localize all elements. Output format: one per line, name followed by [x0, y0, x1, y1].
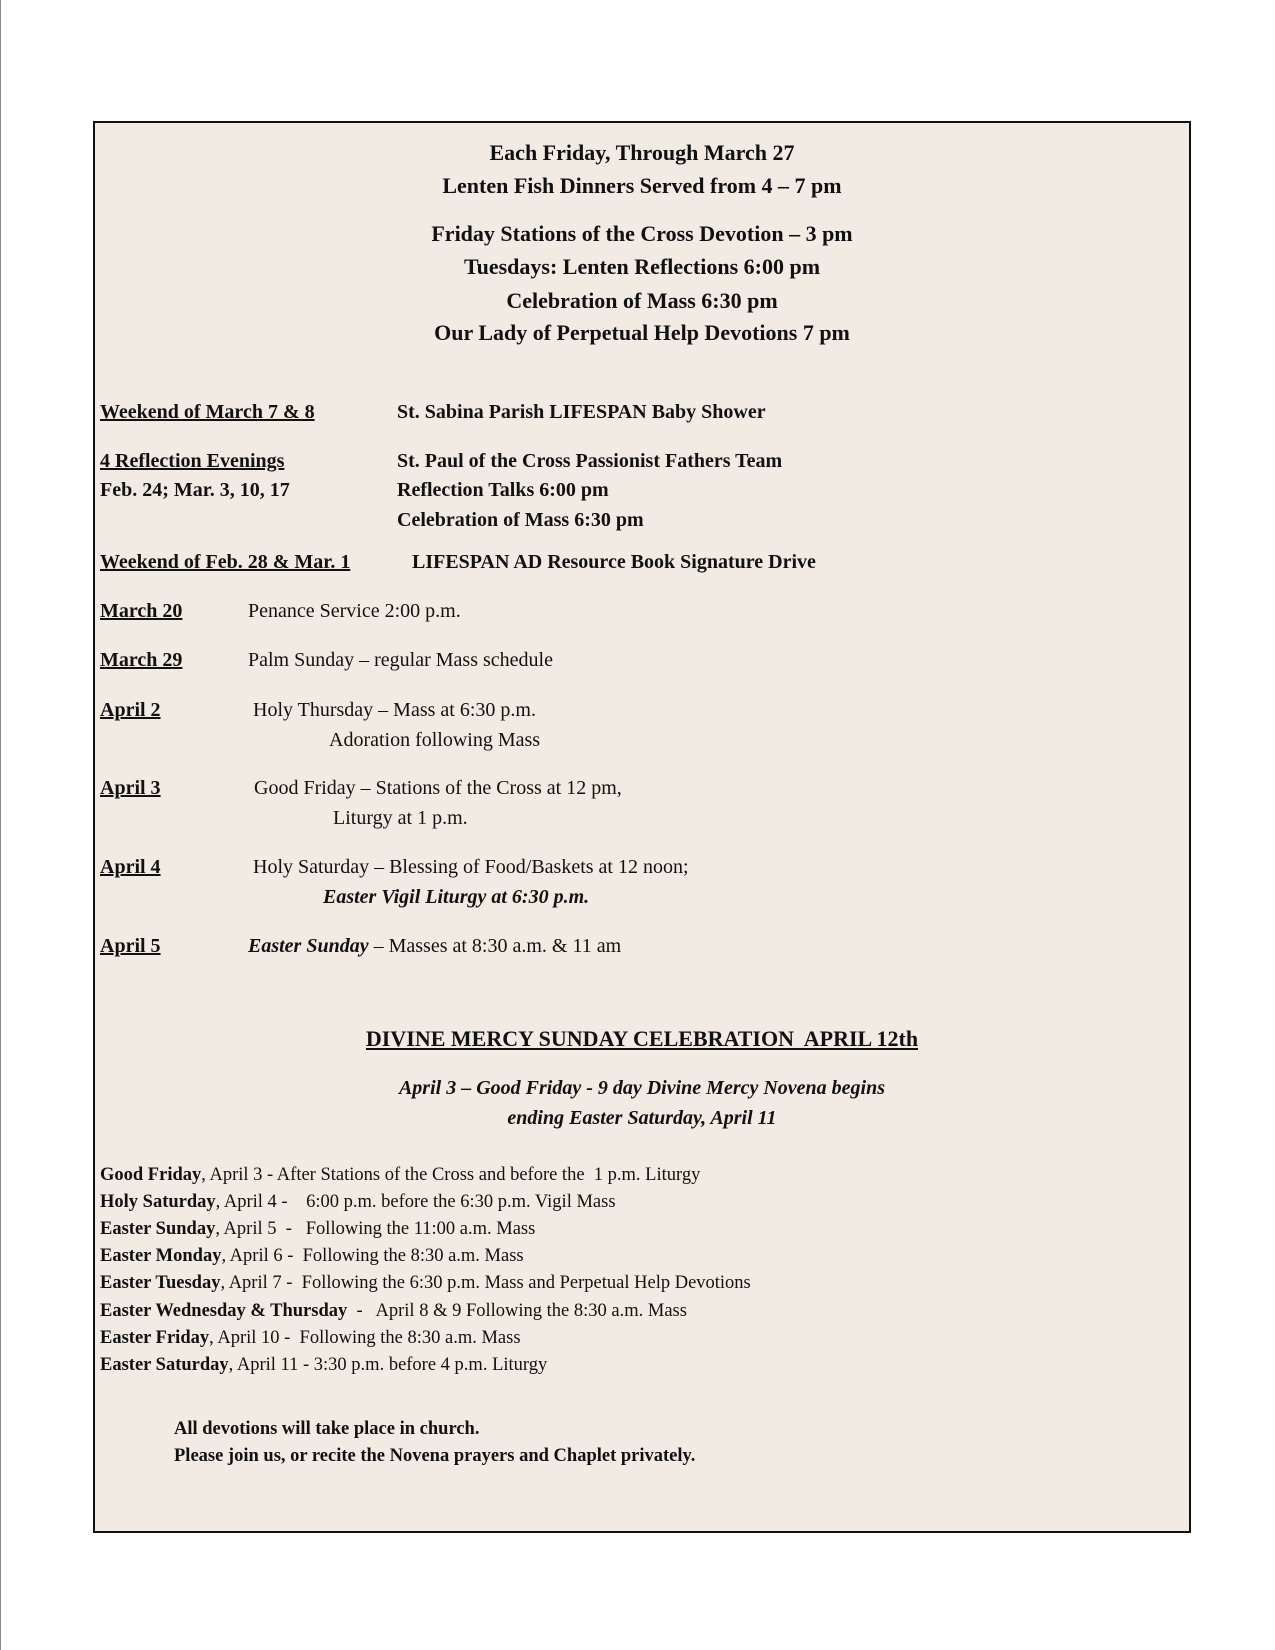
event-text: Holy Thursday – Mass at 6:30 p.m. [253, 699, 536, 721]
event-text [248, 931, 621, 961]
schedule-text: - April 8 & 9 Following the 8:30 a.m. Mass [347, 1300, 687, 1321]
event-date: Weekend of March 7 & 8 [100, 401, 315, 423]
schedule-text: , April 4 - 6:00 p.m. before the 6:30 p.m. Vigil Mass [215, 1192, 616, 1213]
event-text: Reflection Talks 6:00 pm [397, 479, 609, 501]
event-text: Holy Saturday – Blessing of Food/Baskets at 12 noon; [253, 856, 689, 878]
schedule-day: Easter Tuesday [100, 1273, 221, 1294]
event-date: April 2 [100, 699, 161, 721]
event-date: Weekend of Feb. 28 & Mar. 1 [100, 551, 351, 573]
schedule-text: , April 7 - Following the 6:30 p.m. Mass and Perpetual Help Devotions [220, 1273, 751, 1294]
schedule-day: Easter Sunday [100, 1219, 216, 1240]
event-text: Adoration following Mass [329, 729, 541, 751]
event-date: March 29 [100, 649, 183, 671]
header-line: Tuesdays: Lenten Reflections 6:00 pm [463, 254, 821, 279]
schedule-day: Holy Saturday [100, 1192, 216, 1213]
event-text: Easter Vigil Liturgy at 6:30 p.m. [323, 886, 590, 908]
schedule-day: Good Friday [100, 1165, 202, 1185]
schedule-day: Easter Friday [100, 1327, 210, 1348]
schedule-text: , April 11 - 3:30 p.m. before 4 p.m. Liturgy [228, 1354, 548, 1375]
event-text: Penance Service 2:00 p.m. [248, 600, 461, 622]
event-date: April 5 [100, 935, 161, 957]
header-line: Lenten Fish Dinners Served from 4 – 7 pm [442, 173, 842, 198]
schedule-row [100, 1241, 524, 1271]
divine-mercy-title: DIVINE MERCY SUNDAY CELEBRATION APRIL 12th [365, 1026, 919, 1051]
event-date: 4 Reflection Evenings [100, 450, 285, 472]
event-text: Celebration of Mass 6:30 pm [397, 509, 644, 531]
note: All devotions will take place in church. [174, 1419, 480, 1439]
divine-mercy-subtitle: ending Easter Saturday, April 11 [507, 1107, 777, 1129]
event-date: March 20 [100, 600, 183, 622]
schedule-row [100, 1268, 751, 1298]
schedule-row [100, 1160, 700, 1190]
event-text-rest: – Masses at 8:30 a.m. & 11 am [368, 935, 622, 957]
page-edge [0, 0, 1, 1650]
schedule-text: , April 5 - Following the 11:00 a.m. Mass [215, 1219, 536, 1240]
event-text: LIFESPAN AD Resource Book Signature Drive [412, 551, 816, 573]
schedule-day: Easter Monday [100, 1246, 222, 1267]
schedule-row [100, 1296, 687, 1326]
header-line: Friday Stations of the Cross Devotion – 3 pm [431, 221, 853, 246]
schedule-row [100, 1323, 521, 1353]
schedule-row [100, 1350, 547, 1380]
event-emphasis: Easter Sunday [248, 935, 369, 957]
schedule-day: Easter Saturday [100, 1354, 229, 1375]
event-text: St. Sabina Parish LIFESPAN Baby Shower [397, 401, 766, 423]
schedule-text: , April 10 - Following the 8:30 a.m. Mass [209, 1327, 521, 1348]
event-date: April 3 [100, 777, 161, 799]
event-text: St. Paul of the Cross Passionist Fathers Team [397, 450, 783, 472]
note: Please join us, or recite the Novena prayers and Chaplet privately. [174, 1446, 696, 1466]
schedule-text: , April 3 - After Stations of the Cross and before the 1 p.m. Liturgy [201, 1165, 701, 1185]
event-date: April 4 [100, 856, 161, 878]
schedule-day: Easter Wednesday & Thursday [100, 1300, 348, 1321]
schedule-text: , April 6 - Following the 8:30 a.m. Mass [221, 1246, 524, 1267]
event-text: Palm Sunday – regular Mass schedule [248, 649, 553, 671]
event-text: Liturgy at 1 p.m. [333, 807, 468, 829]
schedule-row [100, 1214, 535, 1244]
header-line: Our Lady of Perpetual Help Devotions 7 pm [434, 320, 850, 345]
event-dates: Feb. 24; Mar. 3, 10, 17 [100, 479, 290, 501]
event-text: Good Friday – Stations of the Cross at 12 pm, [254, 777, 622, 799]
header-line: Celebration of Mass 6:30 pm [506, 288, 778, 313]
schedule-row [100, 1187, 616, 1217]
divine-mercy-subtitle: April 3 – Good Friday - 9 day Divine Mercy Novena begins [398, 1077, 886, 1099]
header-line: Each Friday, Through March 27 [489, 140, 795, 165]
